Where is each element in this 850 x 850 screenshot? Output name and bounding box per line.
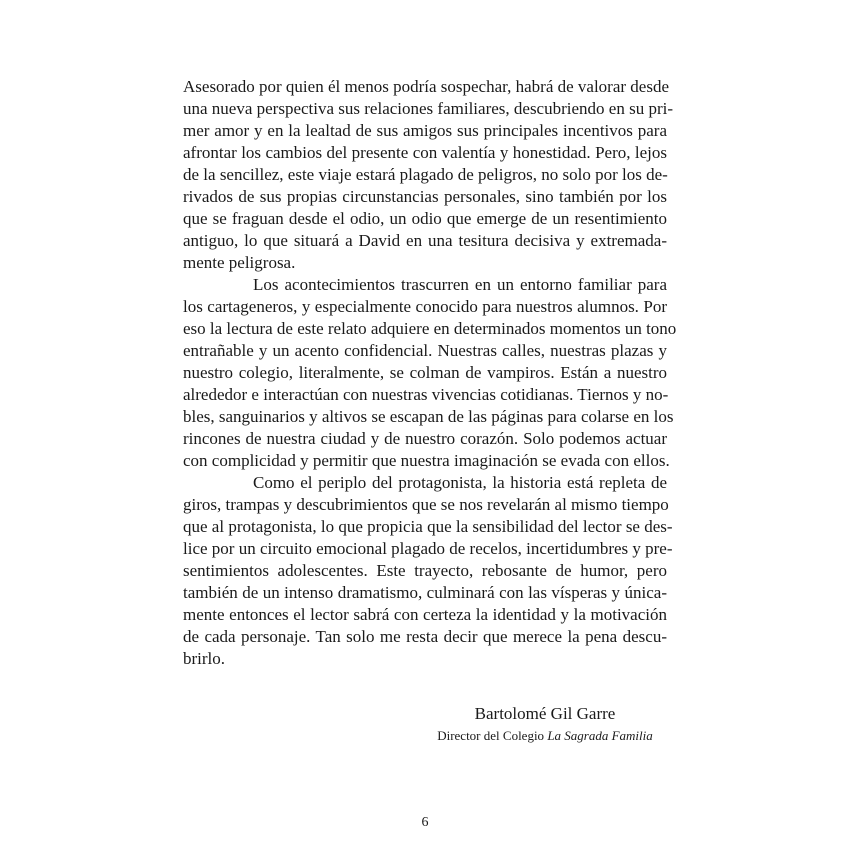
text-line: también de un intenso dramatismo, culminará con las vísperas y única- — [183, 583, 667, 602]
text-line: mente peligrosa. — [183, 253, 296, 272]
text-line: que al protagonista, lo que propicia que la sensibilidad del lector se des- — [183, 517, 673, 536]
text-line: los cartageneros, y especialmente conocido para nuestros alumnos. Por — [183, 297, 667, 316]
author-name: Bartolomé Gil Garre — [474, 704, 616, 723]
body-text — [183, 76, 677, 670]
page-number: 6 — [421, 815, 429, 830]
author-role — [400, 727, 690, 745]
paragraph — [183, 472, 673, 670]
author-role-prefix: Director del Colegio — [437, 728, 545, 743]
paragraph — [183, 274, 677, 472]
paragraph — [183, 76, 673, 274]
text-line: de cada personaje. Tan solo me resta decir que merece la pena descu- — [183, 627, 667, 646]
text-line: mente entonces el lector sabrá con certeza la identidad y la motivación — [183, 605, 667, 624]
text-line: entrañable y un acento confidencial. Nuestras calles, nuestras plazas y — [183, 341, 667, 360]
text-line: lice por un circuito emocional plagado de recelos, incertidumbres y pre- — [183, 539, 673, 558]
text-line: Los acontecimientos trascurren en un entorno familiar para — [253, 275, 667, 294]
text-line: sentimientos adolescentes. Este trayecto, rebosante de humor, pero — [183, 561, 667, 580]
text-line: mer amor y en la lealtad de sus amigos sus principales incentivos para — [183, 121, 667, 140]
text-line: Asesorado por quien él menos podría sospechar, habrá de valorar desde — [183, 77, 670, 96]
text-line: giros, trampas y descubrimientos que se nos revelarán al mismo tiempo — [183, 495, 669, 514]
text-line: alrededor e interactúan con nuestras vivencias cotidianas. Tiernos y no- — [183, 385, 669, 404]
text-line: nuestro colegio, literalmente, se colman de vampiros. Están a nuestro — [183, 363, 667, 382]
signature-block — [400, 703, 690, 745]
institution-name: La Sagrada Familia — [547, 728, 653, 743]
text-line: Como el periplo del protagonista, la historia está repleta de — [253, 473, 667, 492]
text-line: rincones de nuestra ciudad y de nuestro corazón. Solo podemos actuar — [183, 429, 667, 448]
text-line: eso la lectura de este relato adquiere en determinados momentos un tono — [183, 319, 677, 338]
text-line: brirlo. — [183, 649, 226, 668]
text-line: rivados de sus propias circunstancias personales, sino también por los — [183, 187, 667, 206]
text-line: afrontar los cambios del presente con valentía y honestidad. Pero, lejos — [183, 143, 667, 162]
text-line: bles, sanguinarios y altivos se escapan de las páginas para colarse en los — [183, 407, 674, 426]
text-line: que se fraguan desde el odio, un odio que emerge de un resentimiento — [183, 209, 667, 228]
text-line: antiguo, lo que situará a David en una tesitura decisiva y extremada- — [183, 231, 667, 250]
text-line: de la sencillez, este viaje estará plagado de peligros, no solo por los de- — [183, 165, 668, 184]
text-line: con complicidad y permitir que nuestra imaginación se evada con ellos. — [183, 451, 670, 470]
text-line: una nueva perspectiva sus relaciones familiares, descubriendo en su pri- — [183, 99, 673, 118]
